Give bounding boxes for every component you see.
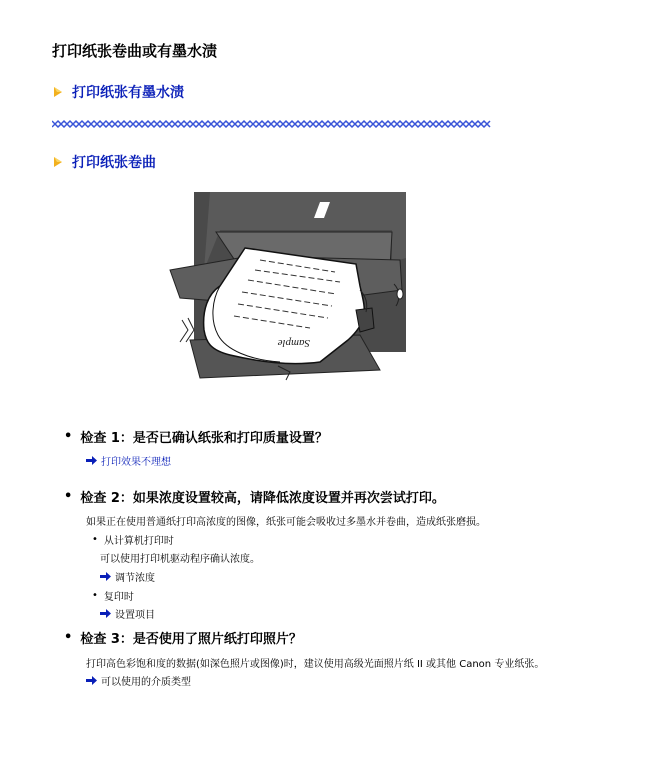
sub-item-label: 从计算机打印时 (103, 536, 174, 547)
blue-arrow-icon (52, 156, 64, 168)
blue-arrow-icon (52, 86, 64, 98)
bullet-icon: • (64, 630, 73, 645)
link-usable-media-types[interactable] (86, 673, 191, 688)
link-print-results-unsatisfactory[interactable] (86, 453, 171, 468)
page-title: 打印纸张卷曲或有墨水渍 (52, 42, 218, 60)
bullet-icon: • (64, 429, 73, 444)
check-heading-text: 检查 1：是否已确认纸张和打印质量设置？ (80, 431, 328, 446)
small-bullet-icon: • (92, 590, 98, 601)
sub-item-label: 复印时 (103, 592, 134, 603)
sample-watermark: Sample (277, 337, 310, 349)
check-1-heading (64, 427, 328, 446)
check-2-heading (64, 487, 445, 506)
right-arrow-icon (86, 676, 97, 685)
link-adjust-density[interactable] (100, 569, 155, 584)
bullet-icon: • (64, 489, 73, 504)
section-link-ink-smudge[interactable] (52, 82, 184, 102)
sub-item-when-copying (92, 588, 134, 603)
link-text: 打印效果不理想 (101, 457, 171, 468)
sub-item-text: 可以使用打印机驱动程序确认浓度。 (100, 554, 260, 565)
link-text: 可以使用的介质类型 (101, 677, 191, 688)
link-text: 设置项目 (115, 610, 155, 621)
check-heading-text: 检查 2：如果浓度设置较高，请降低浓度设置并再次尝试打印。 (80, 491, 445, 506)
small-bullet-icon: • (92, 534, 98, 545)
link-setting-items[interactable] (100, 606, 155, 621)
right-arrow-icon (100, 609, 111, 618)
right-arrow-icon (100, 572, 111, 581)
section-label: 打印纸张卷曲 (72, 155, 156, 171)
check-3-heading (64, 628, 302, 647)
check-2-paragraph: 如果正在使用普通纸打印高浓度的图像，纸张可能会吸收过多墨水并卷曲，造成纸张磨损。 (86, 517, 486, 528)
section-link-paper-curl[interactable] (52, 152, 156, 172)
check-3-paragraph: 打印高色彩饱和度的数据(如深色照片或图像)时，建议使用高级光面照片纸 II 或其他 Canon 专业纸张。 (86, 659, 545, 670)
right-arrow-icon (86, 456, 97, 465)
sub-item-from-computer (92, 532, 174, 547)
section-label: 打印纸张有墨水渍 (72, 85, 184, 101)
section-divider (52, 118, 492, 130)
check-heading-text: 检查 3：是否使用了照片纸打印照片？ (80, 632, 302, 647)
link-text: 调节浓度 (115, 573, 155, 584)
curled-paper-illustration (160, 190, 410, 390)
